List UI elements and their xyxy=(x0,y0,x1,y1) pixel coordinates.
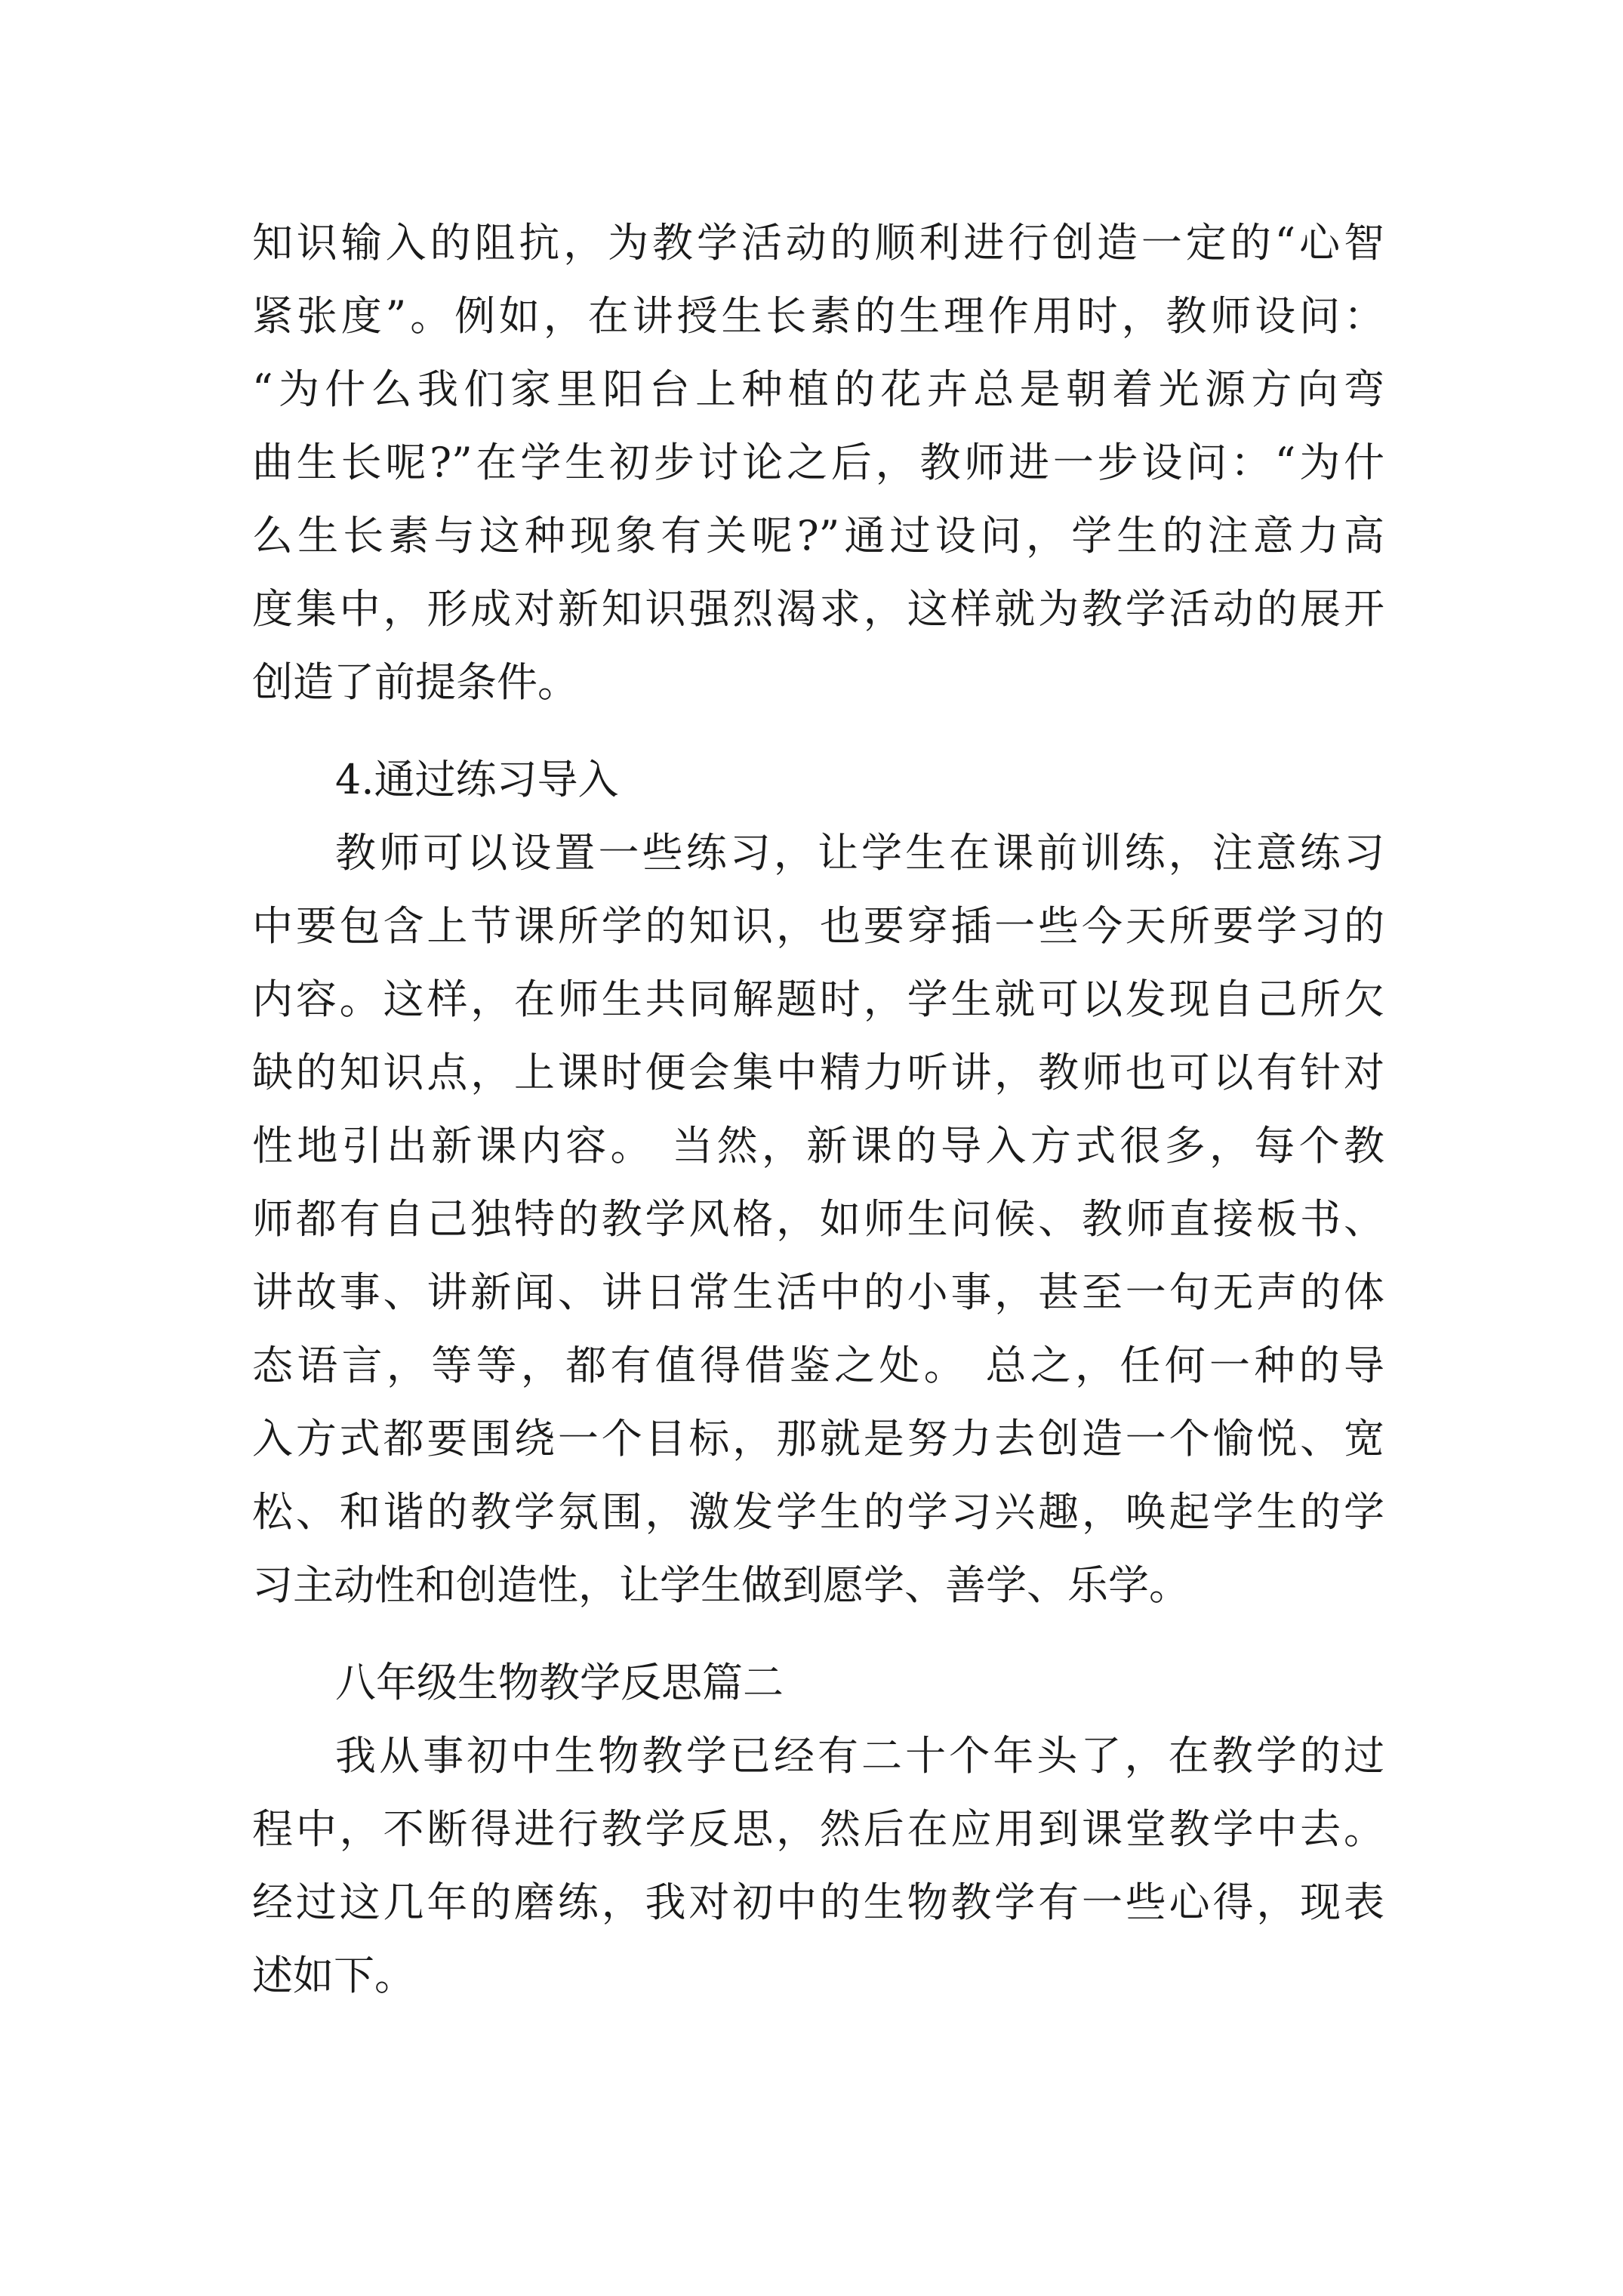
paragraph-line: 知识输入的阻抗，为教学活动的顺利进行创造一定的“心智 xyxy=(252,219,1384,267)
paragraph-line: 内容。这样，在师生共同解题时，学生就可以发现自己所欠 xyxy=(252,975,1384,1023)
paragraph-line: 中要包含上节课所学的知识，也要穿插一些今天所要学习的 xyxy=(252,902,1384,950)
paragraph-line: 创造了前提条件。 xyxy=(252,658,578,706)
paragraph-line: 程中，不断得进行教学反思，然后在应用到课堂教学中去。 xyxy=(252,1805,1384,1853)
paragraph-line: 松、和谐的教学氛围，激发学生的学习兴趣，唤起学生的学 xyxy=(252,1488,1384,1536)
paragraph-line: 讲故事、讲新闻、讲日常生活中的小事，甚至一句无声的体 xyxy=(252,1268,1384,1316)
section-heading: 4.通过练习导入 xyxy=(335,756,619,803)
paragraph-line: 述如下。 xyxy=(252,1952,415,1999)
paragraph-line: 缺的知识点，上课时便会集中精力听讲，教师也可以有针对 xyxy=(252,1049,1384,1096)
paragraph-line: 入方式都要围绕一个目标，那就是努力去创造一个愉悦、宽 xyxy=(252,1415,1384,1462)
section-heading: 八年级生物教学反思篇二 xyxy=(335,1659,784,1706)
paragraph-line: 曲生长呢?”在学生初步讨论之后，教师进一步设问：“为什 xyxy=(252,439,1384,486)
paragraph-line: “为什么我们家里阳台上种植的花卉总是朝着光源方向弯 xyxy=(252,365,1384,413)
paragraph-line: 师都有自己独特的教学风格，如师生问候、教师直接板书、 xyxy=(252,1195,1384,1243)
paragraph-line: 经过这几年的磨练，我对初中的生物教学有一些心得，现表 xyxy=(252,1878,1384,1926)
paragraph-line: 教师可以设置一些练习，让学生在课前训练，注意练习 xyxy=(335,829,1384,877)
paragraph-line: 度集中，形成对新知识强烈渴求，这样就为教学活动的展开 xyxy=(252,585,1384,633)
paragraph-line: 态语言，等等，都有值得借鉴之处。 总之，任何一种的导 xyxy=(252,1342,1384,1389)
paragraph-line: 么生长素与这种现象有关呢?”通过设问，学生的注意力高 xyxy=(252,512,1384,559)
paragraph-line: 我从事初中生物教学已经有二十个年头了，在教学的过 xyxy=(335,1732,1384,1780)
paragraph-line: 紧张度”。例如，在讲授生长素的生理作用时，教师设问： xyxy=(252,292,1384,340)
paragraph-line: 性地引出新课内容。 当然，新课的导入方式很多，每个教 xyxy=(252,1122,1384,1170)
paragraph-line: 习主动性和创造性，让学生做到愿学、善学、乐学。 xyxy=(252,1561,1190,1609)
